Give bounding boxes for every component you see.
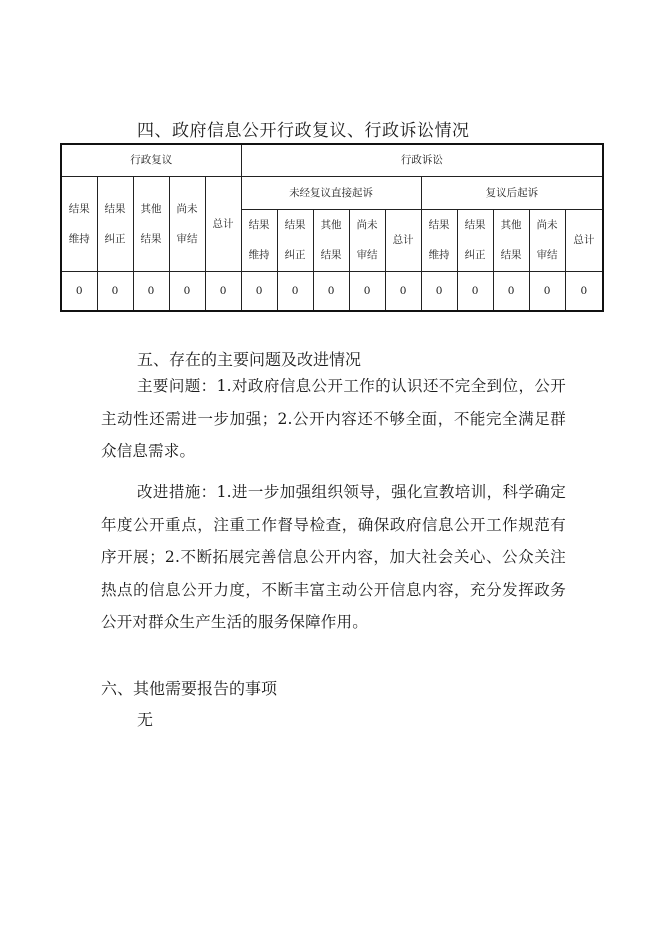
col-review-other: 其他 结果 — [133, 176, 169, 271]
review-litigation-table — [60, 143, 604, 312]
header-post-review-suit: 复议后起诉 — [421, 176, 603, 209]
col-post-corrected: 结果 纠正 — [457, 209, 493, 271]
section-6-content: 无 — [137, 710, 154, 729]
col-direct-total: 总计 — [385, 209, 421, 271]
header-direct-suit: 未经复议直接起诉 — [241, 176, 421, 209]
value-cell: 0 — [205, 271, 241, 311]
measures-paragraph: 改进措施：1.进一步加强组织领导，强化宣教培训，科学确定年度公开重点，注重工作督导检查，确保政府信息公开工作规范有序开展；2.不断拓展完善信息公开内容，加大社会关心、公众关注热点的信息公开力度，不断丰富主动公开信息内容，充分发挥政务公开对群众生产生活的服务保障作用。 — [101, 483, 566, 631]
problems-paragraph: 主要问题：1.对政府信息公开工作的认识还不完全到位，公开主动性还需进一步加强；2.公开内容还不够全面，不能完全满足群众信息需求。 — [101, 377, 566, 460]
section-6-heading: 六、其他需要报告的事项 — [101, 679, 278, 698]
col-direct-maintained: 结果 维持 — [241, 209, 277, 271]
value-cell: 0 — [457, 271, 493, 311]
col-direct-pending: 尚未 审结 — [349, 209, 385, 271]
value-cell: 0 — [349, 271, 385, 311]
col-post-other: 其他 结果 — [493, 209, 529, 271]
section-4-heading: 四、政府信息公开行政复议、行政诉讼情况 — [137, 121, 470, 141]
value-cell: 0 — [421, 271, 457, 311]
value-cell: 0 — [169, 271, 205, 311]
header-admin-litigation: 行政诉讼 — [241, 144, 603, 176]
col-review-total: 总计 — [205, 176, 241, 271]
value-cell: 0 — [565, 271, 603, 311]
value-cell: 0 — [313, 271, 349, 311]
value-cell: 0 — [385, 271, 421, 311]
value-cell: 0 — [97, 271, 133, 311]
col-post-maintained: 结果 维持 — [421, 209, 457, 271]
col-post-total: 总计 — [565, 209, 603, 271]
value-cell: 0 — [277, 271, 313, 311]
value-cell: 0 — [61, 271, 97, 311]
col-review-maintained: 结果 维持 — [61, 176, 97, 271]
col-post-pending: 尚未 审结 — [529, 209, 565, 271]
value-cell: 0 — [241, 271, 277, 311]
col-direct-corrected: 结果 纠正 — [277, 209, 313, 271]
section-5-heading: 五、存在的主要问题及改进情况 — [137, 350, 362, 369]
header-admin-review: 行政复议 — [61, 144, 241, 176]
value-cell: 0 — [529, 271, 565, 311]
col-review-pending: 尚未 审结 — [169, 176, 205, 271]
col-review-corrected: 结果 纠正 — [97, 176, 133, 271]
value-cell: 0 — [133, 271, 169, 311]
value-cell: 0 — [493, 271, 529, 311]
col-direct-other: 其他 结果 — [313, 209, 349, 271]
